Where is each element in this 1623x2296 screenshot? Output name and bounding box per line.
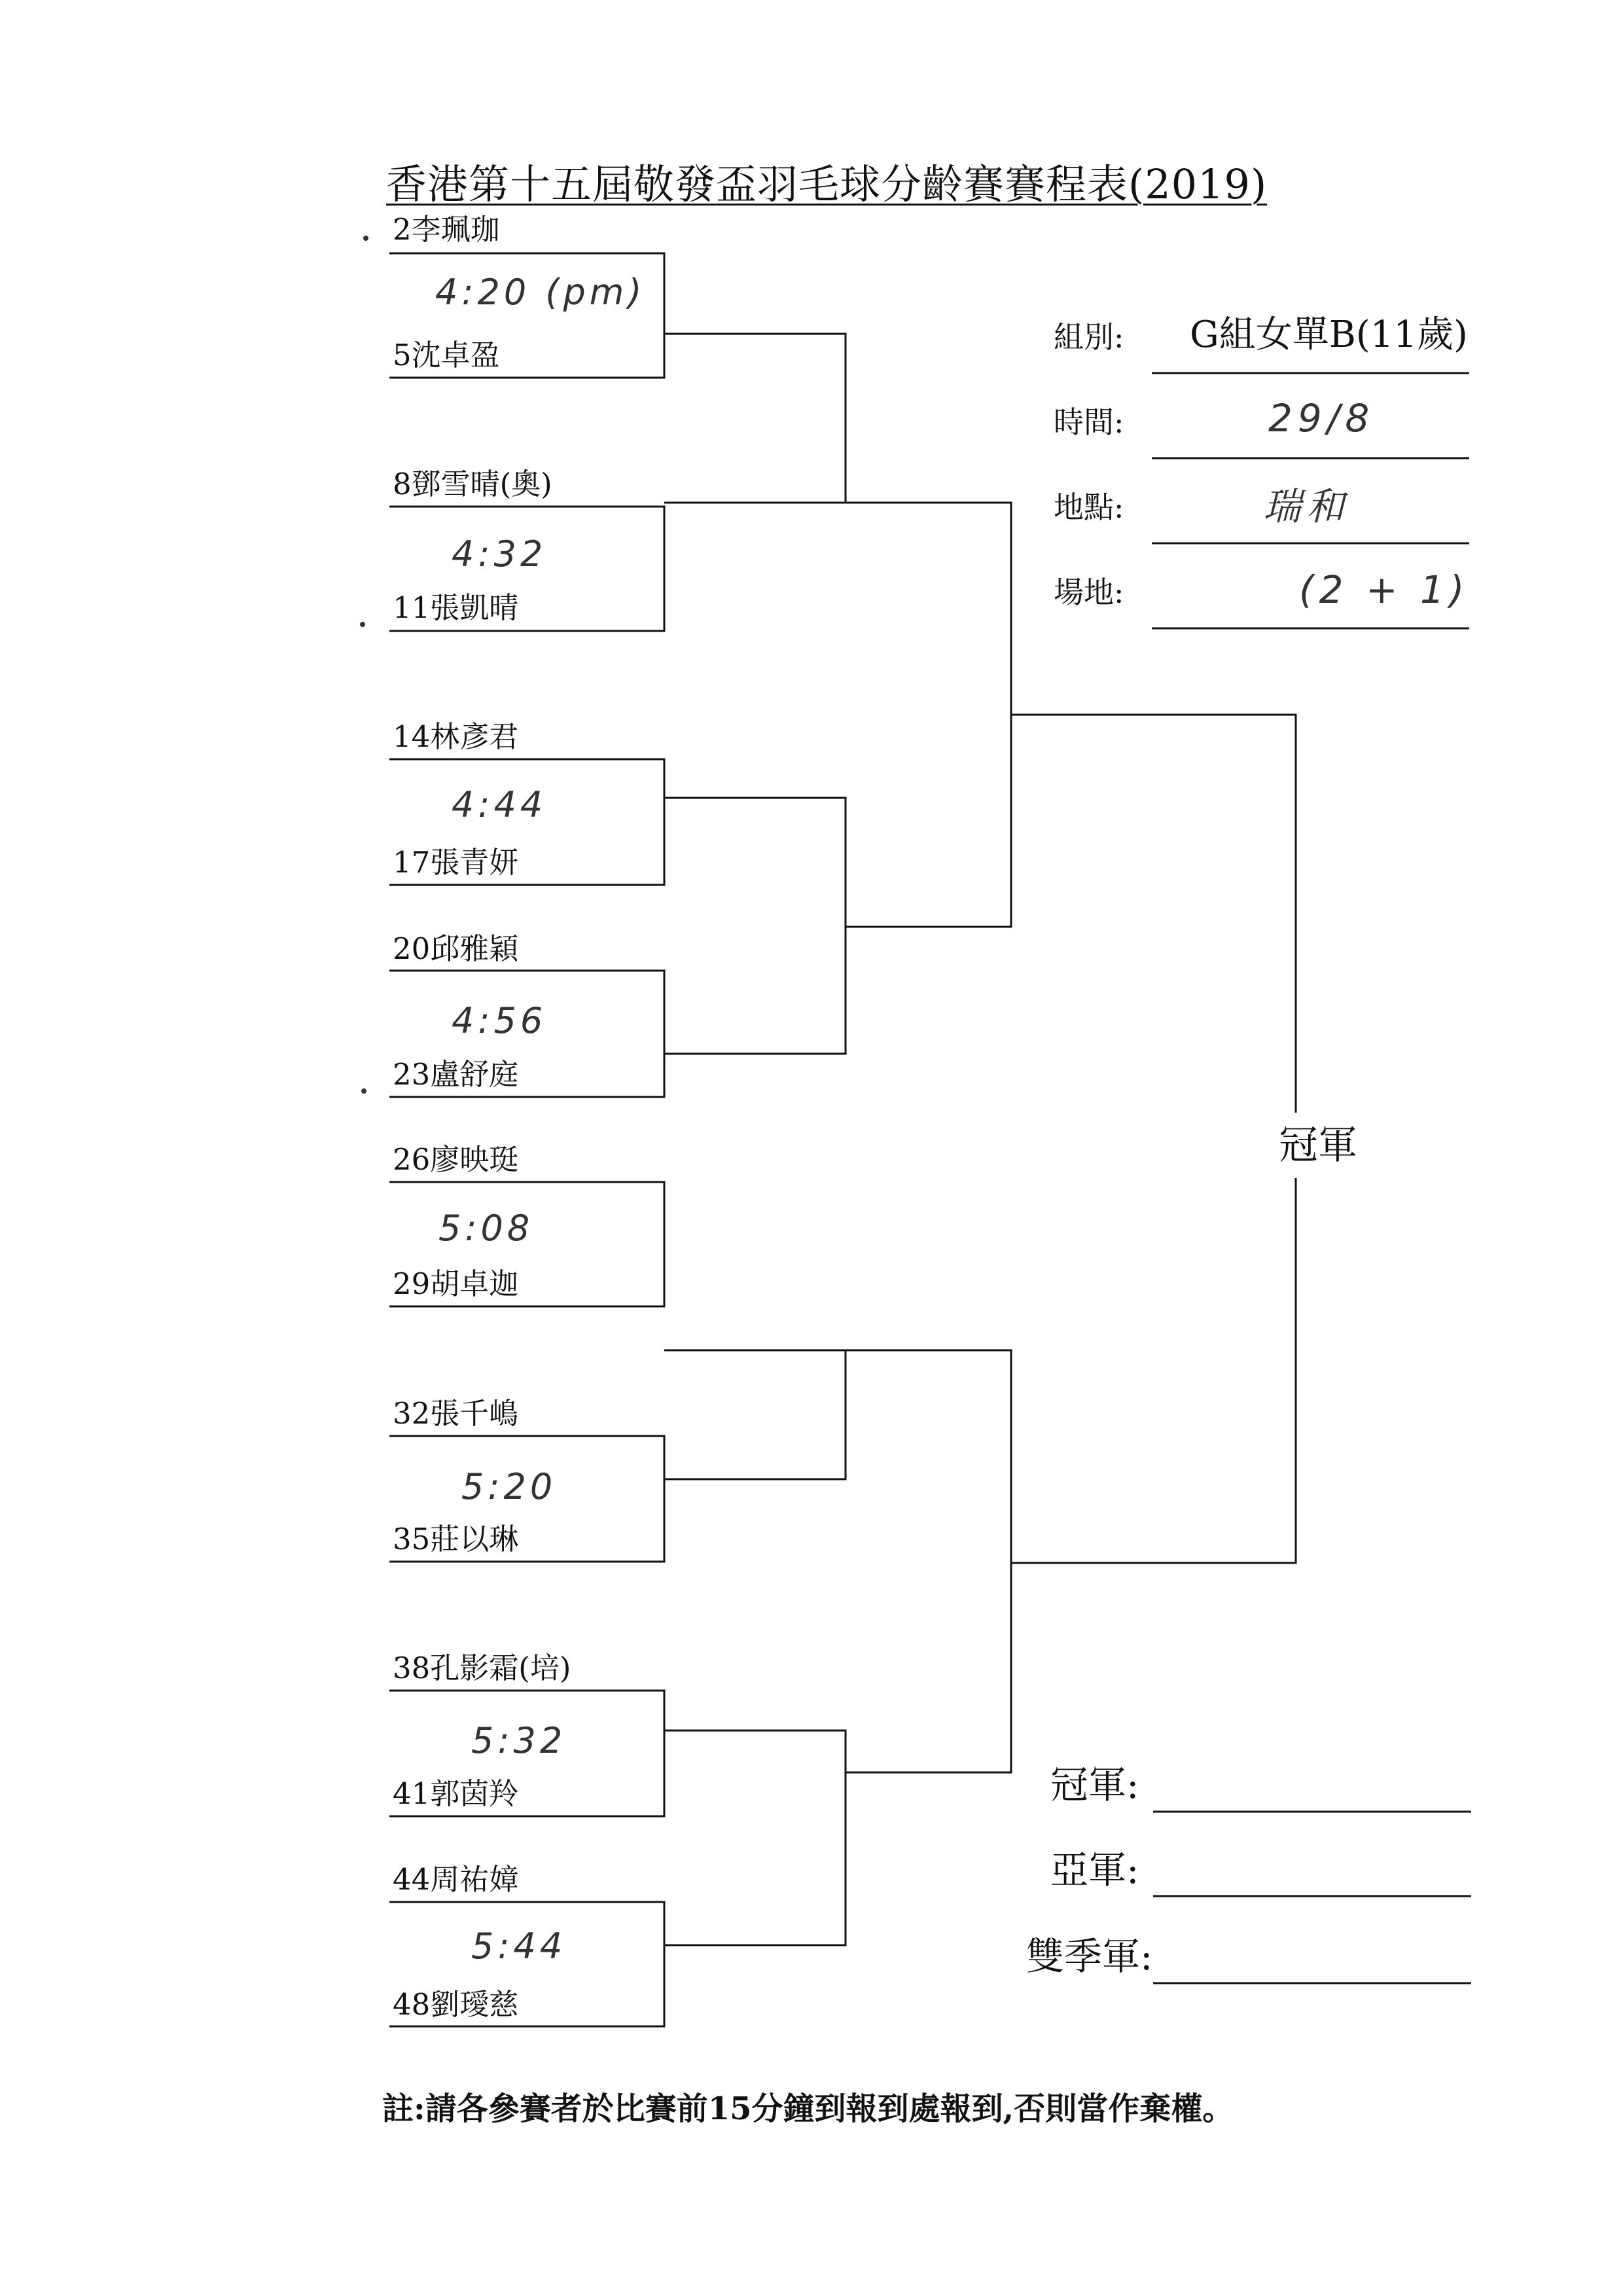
date-value: 29/8: [1268, 396, 1375, 440]
sf-1-bracket: [846, 503, 1011, 927]
player-name: 17張青妍: [393, 845, 519, 880]
player-name: 23盧舒庭: [393, 1057, 519, 1092]
player-name: 38孔影霜(培): [393, 1651, 571, 1685]
margin-dot: [361, 1088, 366, 1094]
group-value: G組女單B(11歲): [1190, 314, 1468, 356]
court-value: (2 + 1): [1299, 567, 1470, 612]
champion-center-label: 冠軍: [1275, 1126, 1361, 1165]
qf-3-bracket: [664, 1350, 846, 1479]
footer-note: 註:請各參賽者於比賽前15分鐘到報到處報到,否則當作棄權。: [382, 2090, 1234, 2127]
runner-up-label: 亞軍:: [1050, 1848, 1139, 1892]
third-place-label: 雙季軍:: [1026, 1934, 1153, 1979]
match-time: 4:20 (pm): [435, 272, 646, 313]
player-name: 2李珮珈: [393, 212, 500, 247]
venue-value: 瑞和: [1263, 484, 1350, 529]
match-time: 5:44: [471, 1926, 567, 1967]
player-name: 48劉璦慈: [393, 1987, 519, 2022]
player-name: 44周祐嫜: [393, 1862, 519, 1897]
qf-2-bracket: [664, 798, 846, 1054]
match-time: 4:32: [452, 533, 547, 575]
final-top: [1011, 715, 1296, 1113]
date-label: 時間:: [1054, 404, 1124, 440]
venue-label: 地點:: [1054, 490, 1124, 525]
match-time: 4:56: [452, 1000, 547, 1041]
champion-label: 冠軍:: [1050, 1763, 1139, 1807]
qf-4-bracket: [664, 1731, 846, 1945]
page-title: 香港第十五屆敬發盃羽毛球分齡賽賽程表(2019): [386, 160, 1268, 208]
group-label: 組別:: [1054, 319, 1124, 355]
court-label: 場地:: [1054, 575, 1124, 610]
margin-dot: [360, 622, 365, 627]
player-name: 29胡卓迦: [393, 1266, 519, 1301]
margin-dot: [363, 236, 368, 241]
final-bottom: [1011, 1178, 1296, 1563]
match-time: 5:08: [438, 1208, 534, 1249]
player-name: 32張千嶋: [393, 1396, 519, 1431]
qf-1-bracket: [664, 334, 846, 503]
sf-2-bracket: [846, 1350, 1011, 1772]
match-time: 4:44: [452, 784, 547, 825]
player-name: 14林彥君: [393, 719, 519, 754]
player-name: 26廖映珽: [393, 1142, 519, 1177]
player-name: 8鄧雪晴(奧): [393, 467, 552, 501]
match-time: 5:32: [471, 1720, 567, 1761]
match-time: 5:20: [461, 1466, 557, 1507]
player-name: 41郭茵羚: [393, 1776, 519, 1811]
player-name: 5沈卓盈: [393, 338, 500, 372]
player-name: 20邱雅穎: [393, 931, 519, 966]
player-name: 35莊以琳: [393, 1522, 519, 1556]
player-name: 11張凱晴: [393, 590, 519, 625]
